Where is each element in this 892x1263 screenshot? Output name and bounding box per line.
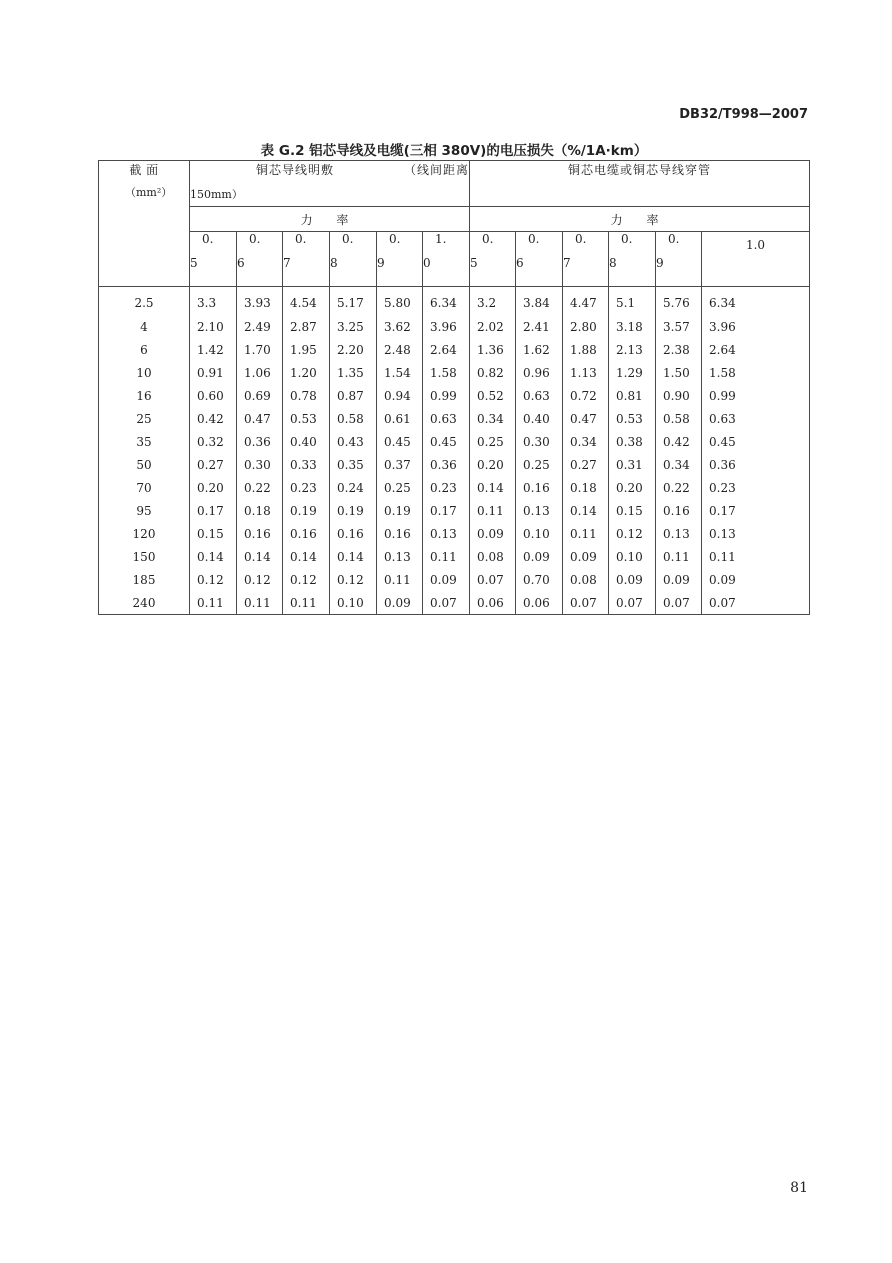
value-cell: 0.99 [702, 384, 810, 407]
table-row [99, 476, 810, 499]
section-cell: 4 [99, 315, 190, 338]
value-cell: 2.10 [190, 315, 237, 338]
value-cell: 1.06 [237, 361, 283, 384]
value-cell: 0.24 [330, 476, 377, 499]
value-cell: 1.29 [609, 361, 656, 384]
value-cell: 1.88 [563, 338, 609, 361]
value-cell: 6.34 [423, 287, 470, 316]
value-cell: 0.72 [563, 384, 609, 407]
power-factor-value-part2: 0 [423, 256, 431, 270]
section-cell: 2.5 [99, 287, 190, 316]
value-cell: 1.36 [470, 338, 516, 361]
value-cell: 0.07 [656, 591, 702, 615]
value-cell: 0.08 [470, 545, 516, 568]
power-factor-value-cell [563, 232, 609, 287]
power-factor-value-part1: 0. [295, 232, 307, 246]
value-cell: 0.09 [656, 568, 702, 591]
value-cell: 0.91 [190, 361, 237, 384]
value-cell: 0.07 [609, 591, 656, 615]
value-cell: 0.23 [283, 476, 330, 499]
value-cell: 0.13 [377, 545, 423, 568]
value-cell: 0.35 [330, 453, 377, 476]
value-cell: 0.40 [516, 407, 563, 430]
power-factor-value-part1: 0. [668, 232, 680, 246]
value-cell: 0.30 [237, 453, 283, 476]
value-cell: 0.45 [377, 430, 423, 453]
section-header-label: 截 面 [129, 163, 159, 177]
value-cell: 0.11 [237, 591, 283, 615]
power-factor-value-part2: 6 [516, 256, 524, 270]
value-cell: 3.96 [423, 315, 470, 338]
value-cell: 0.06 [516, 591, 563, 615]
section-header-unit: （mm²） [125, 186, 173, 199]
group-header-open-wiring-spacing: （线间距离 [404, 163, 470, 177]
power-factor-value-cell [237, 232, 283, 287]
value-cell: 0.13 [423, 522, 470, 545]
table-row [99, 338, 810, 361]
value-cell: 0.36 [423, 453, 470, 476]
value-cell: 3.62 [377, 315, 423, 338]
value-cell: 0.11 [190, 591, 237, 615]
value-cell: 0.69 [237, 384, 283, 407]
value-cell: 0.12 [190, 568, 237, 591]
value-cell: 5.17 [330, 287, 377, 316]
value-cell: 2.48 [377, 338, 423, 361]
value-cell: 0.20 [609, 476, 656, 499]
table-row [99, 315, 810, 338]
value-cell: 0.15 [190, 522, 237, 545]
section-cell: 70 [99, 476, 190, 499]
document-code: DB32/T998—2007 [679, 107, 808, 122]
value-cell: 0.47 [237, 407, 283, 430]
value-cell: 2.20 [330, 338, 377, 361]
value-cell: 0.25 [470, 430, 516, 453]
value-cell: 2.38 [656, 338, 702, 361]
value-cell: 1.42 [190, 338, 237, 361]
value-cell: 0.19 [283, 499, 330, 522]
value-cell: 0.13 [656, 522, 702, 545]
section-cell: 120 [99, 522, 190, 545]
value-cell: 3.57 [656, 315, 702, 338]
value-cell: 0.53 [283, 407, 330, 430]
table-row [99, 407, 810, 430]
value-cell: 1.70 [237, 338, 283, 361]
section-cell: 16 [99, 384, 190, 407]
value-cell: 0.14 [283, 545, 330, 568]
power-factor-value-part2: 6 [237, 256, 245, 270]
value-cell: 0.07 [563, 591, 609, 615]
group-header-cable-conduit-title: 铜芯电缆或铜芯导线穿管 [568, 163, 712, 177]
power-factor-value-part2: 7 [283, 256, 291, 270]
value-cell: 0.40 [283, 430, 330, 453]
value-cell: 0.63 [702, 407, 810, 430]
value-cell: 0.53 [609, 407, 656, 430]
power-factor-value-part1: 1. [435, 232, 447, 246]
value-cell: 0.16 [377, 522, 423, 545]
value-cell: 0.52 [470, 384, 516, 407]
power-factor-value-cell [470, 232, 516, 287]
value-cell: 0.07 [702, 591, 810, 615]
section-cell: 50 [99, 453, 190, 476]
value-cell: 0.14 [470, 476, 516, 499]
value-cell: 0.45 [423, 430, 470, 453]
section-cell: 10 [99, 361, 190, 384]
value-cell: 0.90 [656, 384, 702, 407]
value-cell: 0.16 [330, 522, 377, 545]
value-cell: 1.50 [656, 361, 702, 384]
value-cell: 4.54 [283, 287, 330, 316]
value-cell: 3.2 [470, 287, 516, 316]
value-cell: 0.17 [190, 499, 237, 522]
power-factor-value-part2: 7 [563, 256, 571, 270]
value-cell: 0.27 [563, 453, 609, 476]
value-cell: 0.12 [330, 568, 377, 591]
value-cell: 0.23 [702, 476, 810, 499]
value-cell: 0.18 [563, 476, 609, 499]
value-cell: 0.81 [609, 384, 656, 407]
value-cell: 0.58 [656, 407, 702, 430]
value-cell: 1.95 [283, 338, 330, 361]
power-factor-value-cell: 1.0 [702, 232, 810, 287]
value-cell: 1.13 [563, 361, 609, 384]
value-cell: 0.10 [330, 591, 377, 615]
value-cell: 0.22 [656, 476, 702, 499]
value-cell: 0.30 [516, 430, 563, 453]
value-cell: 1.54 [377, 361, 423, 384]
value-cell: 0.42 [190, 407, 237, 430]
value-cell: 0.11 [423, 545, 470, 568]
value-cell: 0.36 [702, 453, 810, 476]
value-cell: 0.25 [516, 453, 563, 476]
value-cell: 0.14 [563, 499, 609, 522]
value-cell: 0.60 [190, 384, 237, 407]
value-cell: 0.09 [470, 522, 516, 545]
value-cell: 0.37 [377, 453, 423, 476]
value-cell: 1.20 [283, 361, 330, 384]
power-factor-value-part2: 8 [330, 256, 338, 270]
table-row [99, 568, 810, 591]
power-factor-value-part2: 8 [609, 256, 617, 270]
table-title: 表 G.2 铝芯导线及电缆(三相 380V)的电压损失（%/1A·km） [260, 143, 648, 159]
value-cell: 0.19 [377, 499, 423, 522]
value-cell: 0.82 [470, 361, 516, 384]
value-cell: 0.23 [423, 476, 470, 499]
value-cell: 0.14 [190, 545, 237, 568]
power-factor-value-part1: 0. [575, 232, 587, 246]
value-cell: 0.45 [702, 430, 810, 453]
value-cell: 0.27 [190, 453, 237, 476]
section-cell: 95 [99, 499, 190, 522]
value-cell: 0.78 [283, 384, 330, 407]
value-cell: 0.61 [377, 407, 423, 430]
value-cell: 0.99 [423, 384, 470, 407]
value-cell: 0.11 [470, 499, 516, 522]
value-cell: 4.47 [563, 287, 609, 316]
group-header-open-wiring-title: 铜芯导线明敷 [256, 163, 335, 177]
value-cell: 3.84 [516, 287, 563, 316]
value-cell: 0.16 [656, 499, 702, 522]
value-cell: 0.20 [470, 453, 516, 476]
section-header-cell [99, 161, 190, 287]
value-cell: 2.64 [702, 338, 810, 361]
group-header-open-wiring [190, 161, 470, 207]
value-cell: 1.58 [702, 361, 810, 384]
value-cell: 0.11 [377, 568, 423, 591]
value-cell: 0.08 [563, 568, 609, 591]
value-cell: 0.25 [377, 476, 423, 499]
value-cell: 0.17 [423, 499, 470, 522]
value-cell: 0.16 [516, 476, 563, 499]
table-row [99, 453, 810, 476]
value-cell: 3.3 [190, 287, 237, 316]
power-factor-label-2: 力 率 [470, 207, 810, 232]
value-cell: 0.10 [516, 522, 563, 545]
section-cell: 35 [99, 430, 190, 453]
power-factor-value-part1: 0. [482, 232, 494, 246]
value-cell: 0.17 [702, 499, 810, 522]
power-factor-value-part2: 9 [377, 256, 385, 270]
value-cell: 0.09 [516, 545, 563, 568]
value-cell: 0.16 [237, 522, 283, 545]
table-row [99, 430, 810, 453]
group-header-open-wiring-distance: 150mm） [190, 188, 243, 201]
section-cell: 150 [99, 545, 190, 568]
power-factor-value-cell [377, 232, 423, 287]
value-cell: 0.07 [470, 568, 516, 591]
value-cell: 0.14 [237, 545, 283, 568]
value-cell: 1.58 [423, 361, 470, 384]
value-cell: 0.20 [190, 476, 237, 499]
power-factor-value-part2: 5 [470, 256, 478, 270]
section-cell: 25 [99, 407, 190, 430]
value-cell: 0.11 [563, 522, 609, 545]
value-cell: 0.13 [516, 499, 563, 522]
value-cell: 3.25 [330, 315, 377, 338]
power-factor-value-cell [330, 232, 377, 287]
value-cell: 0.34 [656, 453, 702, 476]
value-cell: 2.80 [563, 315, 609, 338]
value-cell: 0.12 [609, 522, 656, 545]
value-cell: 0.11 [702, 545, 810, 568]
table-row [99, 361, 810, 384]
value-cell: 0.94 [377, 384, 423, 407]
value-cell: 0.58 [330, 407, 377, 430]
value-cell: 1.35 [330, 361, 377, 384]
section-cell: 6 [99, 338, 190, 361]
power-factor-value-cell [516, 232, 563, 287]
value-cell: 0.06 [470, 591, 516, 615]
power-factor-value-part1: 0. [389, 232, 401, 246]
value-cell: 0.22 [237, 476, 283, 499]
value-cell: 6.34 [702, 287, 810, 316]
value-cell: 0.70 [516, 568, 563, 591]
power-factor-value-cell [190, 232, 237, 287]
power-factor-value-part1: 0. [528, 232, 540, 246]
value-cell: 0.07 [423, 591, 470, 615]
value-cell: 0.31 [609, 453, 656, 476]
value-cell: 5.1 [609, 287, 656, 316]
value-cell: 3.93 [237, 287, 283, 316]
power-factor-value-part2: 9 [656, 256, 664, 270]
value-cell: 0.63 [516, 384, 563, 407]
value-cell: 0.11 [656, 545, 702, 568]
value-cell: 2.02 [470, 315, 516, 338]
value-cell: 0.12 [283, 568, 330, 591]
value-cell: 3.96 [702, 315, 810, 338]
value-cell: 1.62 [516, 338, 563, 361]
value-cell: 0.09 [702, 568, 810, 591]
value-cell: 5.76 [656, 287, 702, 316]
value-cell: 2.64 [423, 338, 470, 361]
value-cell: 0.38 [609, 430, 656, 453]
value-cell: 2.87 [283, 315, 330, 338]
power-factor-value-cell [283, 232, 330, 287]
table-body [99, 287, 810, 615]
power-factor-value-part1: 0. [621, 232, 633, 246]
power-factor-value-part1: 0. [249, 232, 261, 246]
value-cell: 0.32 [190, 430, 237, 453]
value-cell: 0.96 [516, 361, 563, 384]
value-cell: 0.10 [609, 545, 656, 568]
section-cell: 240 [99, 591, 190, 615]
value-cell: 2.13 [609, 338, 656, 361]
value-cell: 0.43 [330, 430, 377, 453]
table-row [99, 287, 810, 316]
value-cell: 0.47 [563, 407, 609, 430]
section-cell: 185 [99, 568, 190, 591]
page-number: 81 [790, 1180, 808, 1196]
power-factor-value-part1: 0. [342, 232, 354, 246]
value-cell: 0.09 [609, 568, 656, 591]
value-cell: 0.19 [330, 499, 377, 522]
table-row [99, 522, 810, 545]
table-row [99, 384, 810, 407]
value-cell: 0.15 [609, 499, 656, 522]
power-factor-label-1: 力 率 [190, 207, 470, 232]
voltage-loss-table [98, 160, 810, 615]
power-factor-value-part2: 5 [190, 256, 198, 270]
value-cell: 2.49 [237, 315, 283, 338]
power-factor-value-cell [656, 232, 702, 287]
value-cell: 0.42 [656, 430, 702, 453]
value-cell: 0.34 [470, 407, 516, 430]
value-cell: 0.09 [563, 545, 609, 568]
value-cell: 0.09 [423, 568, 470, 591]
value-cell: 0.16 [283, 522, 330, 545]
value-cell: 0.87 [330, 384, 377, 407]
value-cell: 0.18 [237, 499, 283, 522]
value-cell: 0.14 [330, 545, 377, 568]
value-cell: 0.09 [377, 591, 423, 615]
value-cell: 3.18 [609, 315, 656, 338]
power-factor-value-part1: 0. [202, 232, 214, 246]
value-cell: 0.13 [702, 522, 810, 545]
value-cell: 2.41 [516, 315, 563, 338]
value-cell: 0.12 [237, 568, 283, 591]
power-factor-value-cell [423, 232, 470, 287]
value-cell: 0.11 [283, 591, 330, 615]
table-row [99, 545, 810, 568]
power-factor-value-cell [609, 232, 656, 287]
value-cell: 0.36 [237, 430, 283, 453]
table-row [99, 499, 810, 522]
table-row [99, 591, 810, 615]
value-cell: 0.34 [563, 430, 609, 453]
value-cell: 5.80 [377, 287, 423, 316]
value-cell: 0.33 [283, 453, 330, 476]
group-header-cable-conduit [470, 161, 810, 207]
power-factor-values-row [99, 232, 810, 287]
value-cell: 0.63 [423, 407, 470, 430]
